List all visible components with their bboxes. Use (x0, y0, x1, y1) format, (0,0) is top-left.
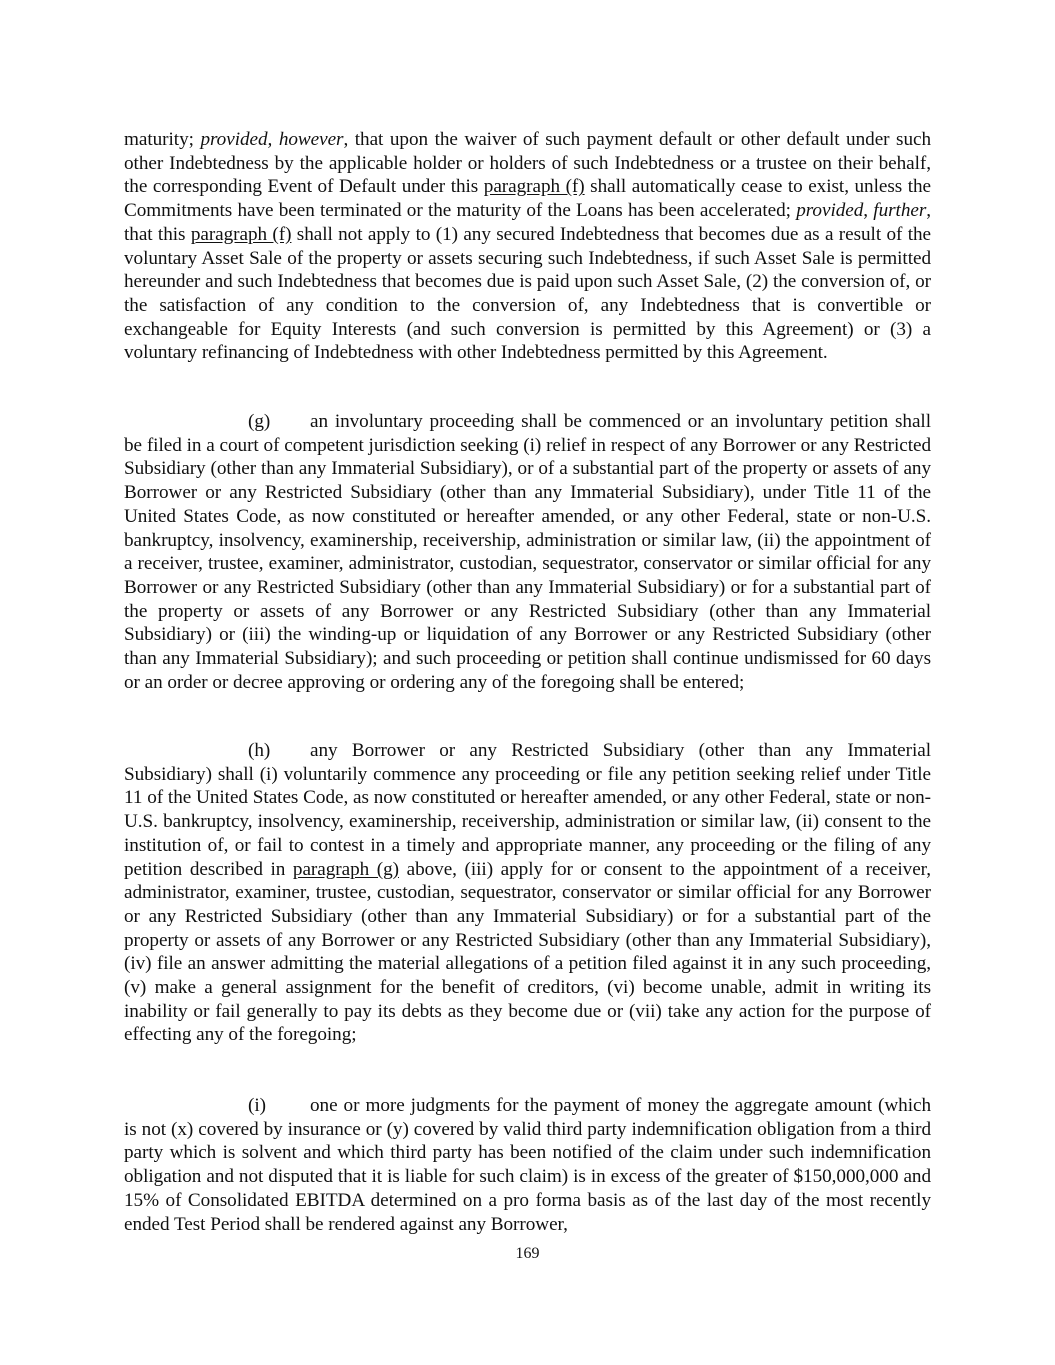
paragraph-f-continued (124, 128, 931, 365)
paragraph-body: any Borrower or any Restricted Subsidiary (other than any Immaterial Subsidiary) shall (i) voluntarily commence any proceeding or file any petition seeking relief under Title 11 of the United States Code, as now constituted or hereafter amended, or any other Federal, state or non-U.S. bankruptcy, insolvency, examinership, receivership, administration or similar law, (ii) consent to the institution of, or fail to contest in a timely and appropriate manner, any proceeding or the filing of any petition described in (124, 740, 931, 880)
text-run: shall not apply to (1) any secured Indebtedness that becomes due as a result of the voluntary Asset Sale of the property or assets securing such Indebtedness, if such Asset Sale is permitted hereunder and such Indebtedness that becomes due is paid upon such Asset Sale, (2) the conversion of, or the satisfaction of any condition to the conversion of, any Indebtedness that is convertible or exchangeable for Equity Interests (and such conversion is permitted by this Agreement) or (3) a voluntary refinancing of Indebtedness with other Indebtedness permitted by this Agreement. (124, 223, 931, 364)
paragraph-body: one or more judgments for the payment of money the aggregate amount (which is not (x) covered by insurance or (y) covered by valid third party indemnification obligation from a third party which is solvent and which third party has been notified of the claim under such indemnification obligation and not disputed that it is liable for such claim) is in excess of the greater of $150,000,000 and 15% of Consolidated EBITDA determined on a pro forma basis as of the last day of the most recently ended Test Period shall be rendered against any Borrower, (124, 1095, 931, 1235)
text-run: , that this (124, 200, 931, 245)
italic-provided: provided (796, 200, 864, 222)
cross-reference-paragraph-f: paragraph (f) (483, 176, 585, 198)
cross-reference-paragraph-g: paragraph (g) (292, 858, 399, 880)
text-run: maturity; (124, 129, 201, 150)
paragraph-marker: (g) (248, 411, 271, 432)
paragraph-body: above, (iii) apply for or consent to the appointment of a receiver, administrator, examiner, trustee, custodian, sequestrator, conservator or similar official for any Borrower or any Restricted Subsidiary (other than any Immaterial Subsidiary) or for a substantial part of the property or assets of any Borrower or any Restricted Subsidiary (other than any Immaterial Subsidiary), (iv) file an answer admitting the material allegations of a petition filed against it in any such proceeding, (v) make a general assignment for the benefit of creditors, (vi) become unable, admit in writing its inability or fail generally to pay its debts as they become due or (vii) take any action for the purpose of effecting any of the foregoing; (124, 858, 931, 1046)
text-run: shall automatically cease to exist, unless the Commitments have been terminated or the maturity of the Loans has been accelerated; (124, 176, 932, 222)
italic-further: further (873, 200, 927, 222)
paragraph-marker: (h) (248, 740, 271, 761)
paragraph-h (124, 739, 931, 1047)
text-run: , (863, 200, 874, 222)
paragraph-body: an involuntary proceeding shall be commenced or an involuntary petition shall be filed in a court of competent jurisdiction seeking (i) relief in respect of any Borrower or any Restricted Subsidiary (other than any Immaterial Subsidiary), or of a substantial part of the property or assets of any Borrower or any Restricted Subsidiary (other than any Immaterial Subsidiary), under Title 11 of the United States Code, as now constituted or hereafter amended, or any other Federal, state or non-U.S. bankruptcy, insolvency, examinership, receivership, administration or similar law, (ii) the appointment of a receiver, trustee, examiner, administrator, custodian, sequestrator, conservator or similar official for any Borrower or any Restricted Subsidiary (other than any Immaterial Subsidiary) or for a substantial part of the property or assets of any Borrower or any Restricted Subsidiary (other than any Immaterial Subsidiary) or (iii) the winding-up or liquidation of any Borrower or any Restricted Subsidiary (other than any Immaterial Subsidiary); and such proceeding or petition shall continue undismissed for 60 days or an order or decree approving or ordering any of the foregoing shall be entered; (124, 411, 931, 693)
paragraph-g (124, 410, 931, 694)
text-run: , that upon the waiver of such payment default or other default under such other Indebtedness by the applicable holder or holders of such Indebtedness or a trustee on their behalf, the corresponding Event of Default under this (124, 129, 932, 198)
page-number: 169 (515, 1245, 540, 1262)
cross-reference-paragraph-f: paragraph (f) (190, 223, 292, 245)
italic-proviso: provided, however (200, 129, 344, 150)
paragraph-i (124, 1094, 931, 1236)
paragraph-marker: (i) (248, 1095, 266, 1116)
